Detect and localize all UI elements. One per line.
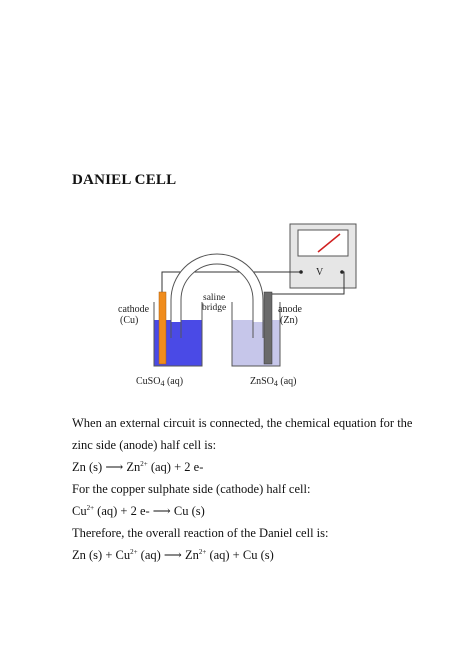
- document-body: [72, 412, 412, 566]
- overall-intro-line: Therefore, the overall reaction of the Daniel cell is:: [72, 526, 329, 540]
- cuso4-label: CuSO$_4$ (aq): [136, 376, 184, 388]
- copper-half-equation: $Cu^{2+}$ (aq) + 2 e- ⟶ Cu (s): [72, 504, 205, 518]
- intro-line-2: zinc side (anode) half cell is:: [72, 438, 217, 452]
- zinc-electrode: [264, 292, 272, 364]
- salt-bridge-label-line2: bridge: [202, 303, 227, 313]
- voltmeter-symbol: V: [316, 267, 324, 278]
- copper-electrode: [159, 292, 166, 364]
- zinc-half-equation: Zn (s) ⟶ $Zn^{2+}$ (aq) + 2 e-: [72, 460, 204, 474]
- copper-intro-line: For the copper sulphate side (cathode) half cell:: [72, 482, 311, 496]
- overall-equation: Zn $(s) + Cu^{2+}$ (aq) ⟶ $Zn^{2+}$ (aq) + Cu (s): [72, 548, 274, 562]
- voltmeter: [290, 224, 356, 288]
- salt-bridge-label-line1: saline: [203, 293, 226, 303]
- anode-metal-label: (Zn): [280, 315, 298, 326]
- anode-label: anode: [278, 304, 302, 315]
- page-title: DANIEL CELL: [72, 172, 177, 188]
- znso4-label: ZnSO$_4$ (aq): [250, 376, 297, 388]
- cathode-label: cathode: [118, 304, 150, 315]
- voltmeter-display: [298, 230, 348, 256]
- intro-line-1: When an external circuit is connected, the chemical equation for the: [72, 416, 413, 430]
- cathode-metal-label: (Cu): [120, 315, 139, 326]
- daniel-cell-diagram: [110, 218, 370, 394]
